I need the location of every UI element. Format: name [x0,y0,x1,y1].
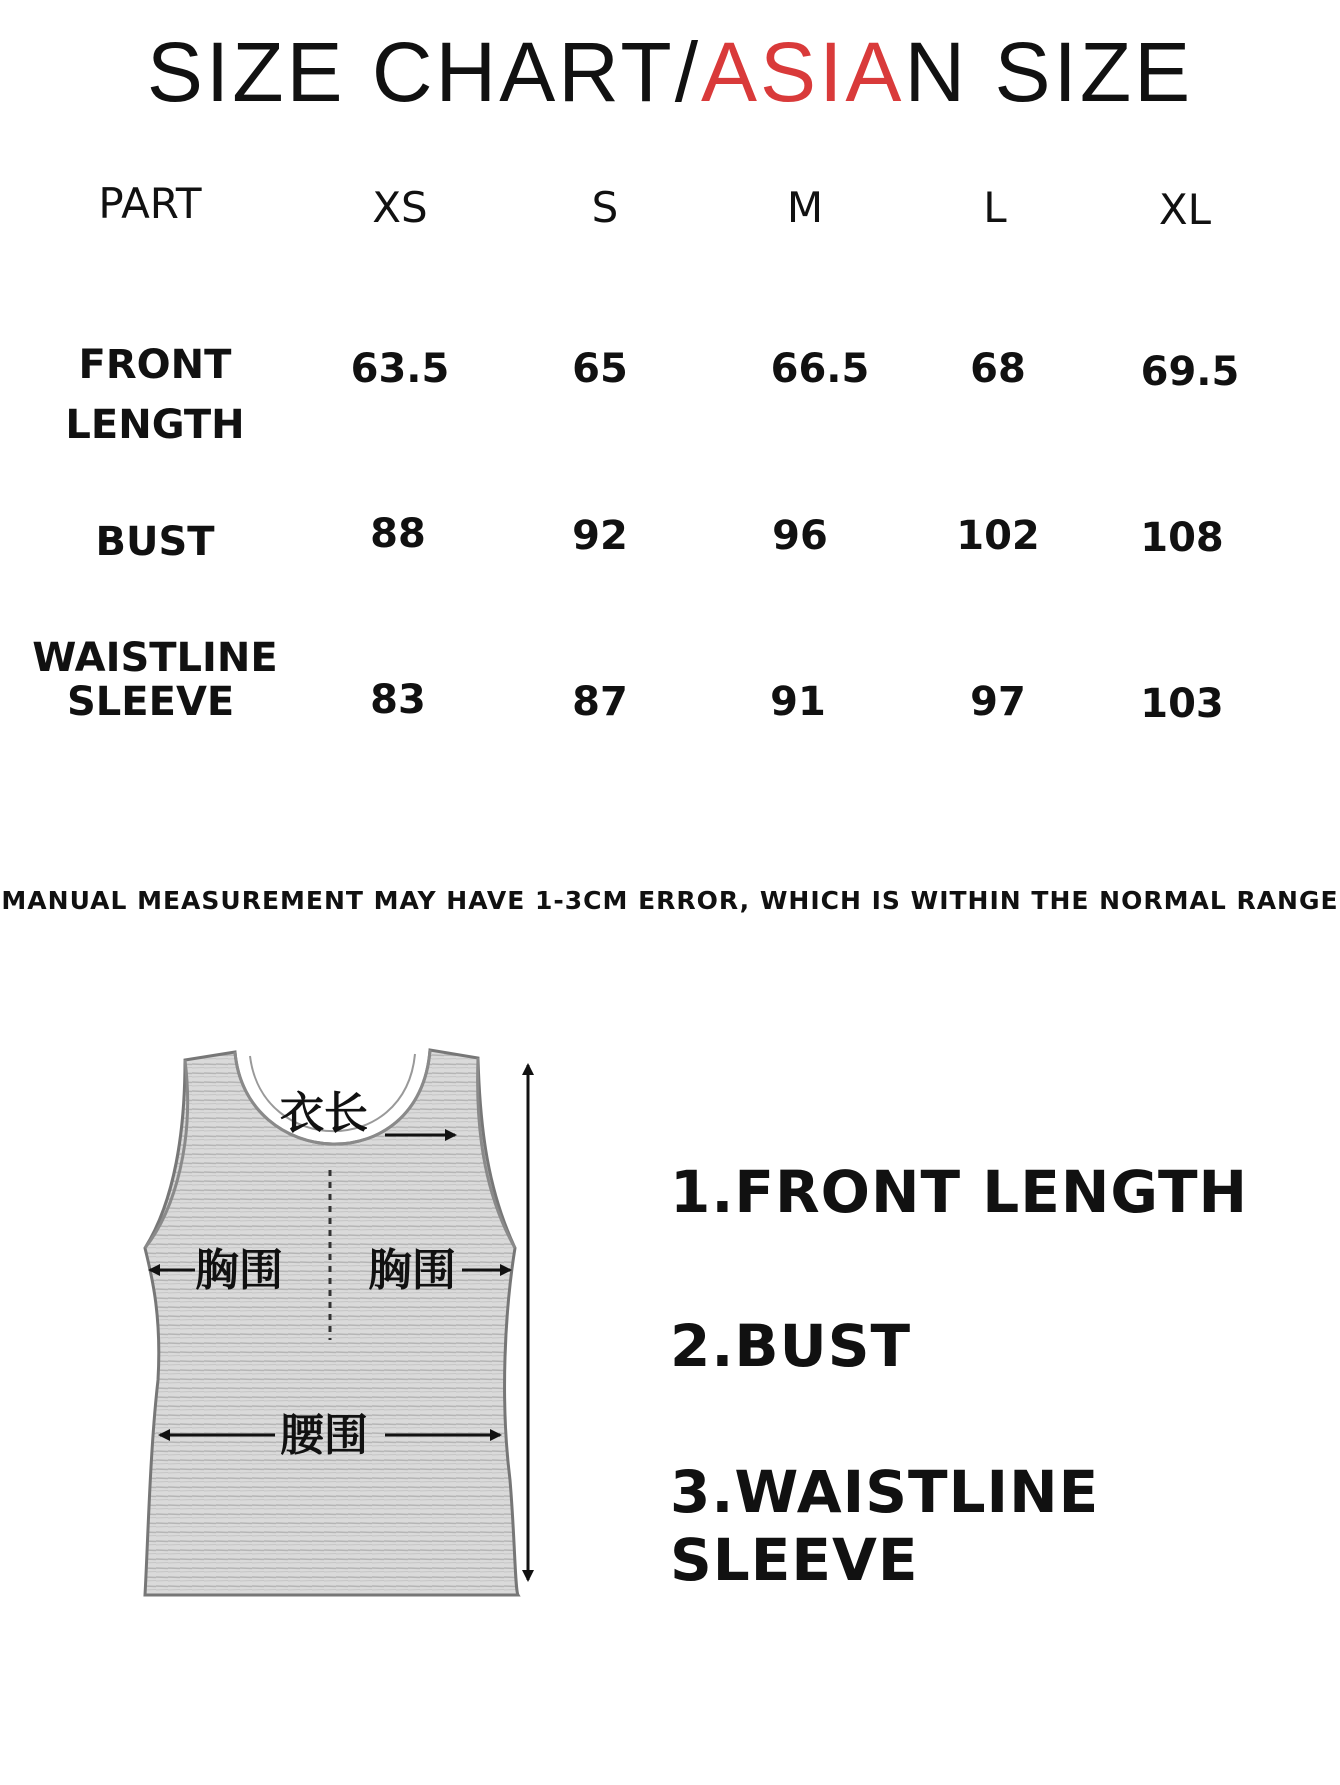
title-part1: SIZE CHART/ [146,25,702,119]
bust-left-label: 胸围 [195,1245,283,1296]
table-cell: 65 [572,346,628,392]
row-label-line1: FRONT [78,342,232,388]
title-accent: ASIA [701,25,905,119]
table-cell: 87 [572,679,628,725]
bust-right-label: 胸围 [368,1245,456,1296]
measurement-note: MANUAL MEASUREMENT MAY HAVE 1-3CM ERROR, WHICH IS WITHIN THE NORMAL RANGE [1,886,1339,915]
table-cell: 108 [1140,515,1224,561]
header-size-l: L [983,183,1007,232]
header-size-xl: XL [1158,185,1212,234]
table-cell: 63.5 [350,346,450,392]
table-cell: 103 [1140,681,1224,727]
table-cell: 68 [970,346,1026,392]
page-title [0,22,1340,122]
row-label-waistline-sleeve [5,636,305,724]
header-size-s: S [591,183,619,232]
table-cell: 91 [770,679,826,725]
title-part3: N SIZE [904,25,1194,119]
table-cell: 69.5 [1140,349,1240,395]
tank-top-diagram [0,980,620,1620]
row-label-line2: SLEEVE [67,679,235,725]
row-label-bust: BUST [95,519,215,565]
row-label-line2: LENGTH [65,402,245,448]
row-label-front-length [5,335,305,455]
table-cell: 97 [970,679,1026,725]
table-cell: 88 [370,511,426,557]
table-cell: 83 [370,677,426,723]
length-label: 衣长 [280,1088,368,1139]
header-part: PART [98,179,202,228]
legend-item-waistline-sleeve: 3.WAISTLINE SLEEVE [670,1458,1100,1594]
table-cell: 66.5 [770,346,870,392]
table-cell: 96 [772,513,828,559]
legend-item-front-length: 1.FRONT LENGTH [670,1158,1249,1226]
header-size-m: M [786,183,824,232]
table-cell: 92 [572,513,628,559]
row-label-line1: WAISTLINE [32,635,278,681]
table-cell: 102 [956,513,1040,559]
header-size-xs: XS [372,183,428,232]
legend-item-bust: 2.BUST [670,1312,912,1380]
waist-label: 腰围 [280,1410,368,1461]
